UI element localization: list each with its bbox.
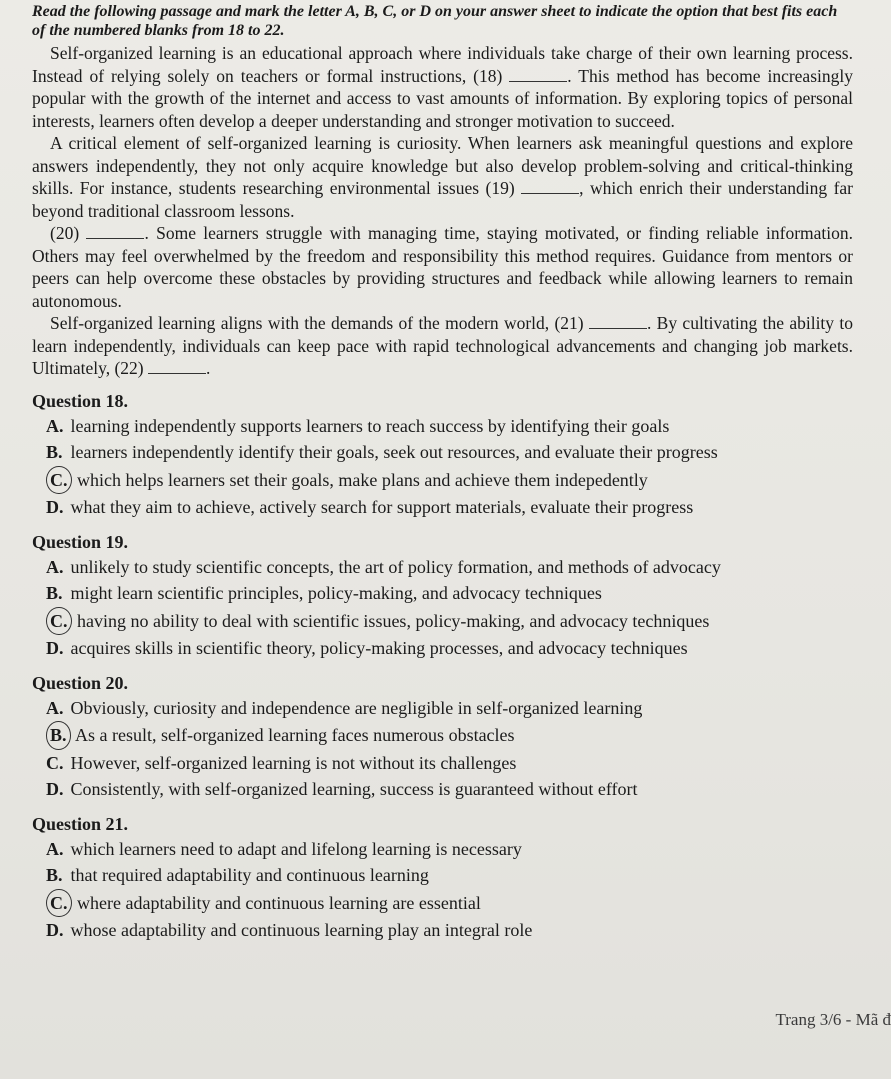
option-d[interactable] xyxy=(46,635,853,662)
option-text: learning independently supports learners to reach success by identifying their goals xyxy=(70,415,670,436)
question-20 xyxy=(32,672,853,803)
option-d[interactable] xyxy=(46,494,853,521)
option-c[interactable] xyxy=(46,889,853,918)
option-letter: A. xyxy=(46,415,64,436)
passage-paragraph-3 xyxy=(32,222,853,312)
option-text: As a result, self-organized learning faces numerous obstacles xyxy=(75,725,515,745)
question-18 xyxy=(32,390,853,521)
option-letter: B. xyxy=(46,865,63,885)
option-a[interactable] xyxy=(46,836,853,863)
passage-text: . Some learners struggle with managing time, staying motivated, or finding reliable information. Others may feel overwhelmed by the freedom and responsibility this method requires. Guidance from mentors or peers can help overcome these obstacles by providing structures and feedback while allowing learners to remain autonomous. xyxy=(32,223,853,311)
option-d[interactable] xyxy=(46,776,853,803)
passage-paragraph-2 xyxy=(32,132,853,222)
question-title: Question 18. xyxy=(32,390,129,411)
passage-paragraph-4 xyxy=(32,312,853,380)
passage-text: Self-organized learning is an educational approach where individuals take charge of their own learning process. Instead of relying solely on teachers or formal instructions, (18) xyxy=(32,43,853,86)
option-c[interactable] xyxy=(46,750,853,777)
question-21 xyxy=(32,813,853,944)
option-a[interactable] xyxy=(46,695,853,722)
option-letter: D. xyxy=(46,779,64,799)
question-title: Question 19. xyxy=(32,531,129,552)
option-letter: D. xyxy=(46,638,64,658)
option-letter-circled: C. xyxy=(46,889,72,918)
passage xyxy=(32,42,853,380)
option-a[interactable] xyxy=(46,554,853,581)
option-text: acquires skills in scientific theory, policy-making processes, and advocacy techniques xyxy=(70,638,688,658)
option-text: that required adaptability and continuous learning xyxy=(70,865,429,885)
instructions: Read the following passage and mark the letter A, B, C, or D on your answer sheet to indicate the option that best fits each of the numbered blanks from 18 to 22. xyxy=(32,3,838,39)
answer-blank-18 xyxy=(509,67,567,82)
option-letter: D. xyxy=(46,920,64,940)
option-d[interactable] xyxy=(46,917,853,944)
question-title: Question 20. xyxy=(32,672,129,693)
option-text: learners independently identify their goals, seek out resources, and evaluate their progress xyxy=(70,442,718,462)
option-letter: A. xyxy=(46,556,64,577)
passage-text: A critical element of self-organized learning is curiosity. When learners ask meaningful questions and explore answers independently, they not only acquire knowledge but also develop problem-solving and critical-thinking skills. For instance, students researching environmental issues (19) xyxy=(32,133,853,198)
option-text: which helps learners set their goals, make plans and achieve them indepedently xyxy=(77,469,648,490)
option-text: where adaptability and continuous learning are essential xyxy=(77,892,481,913)
option-text: Obviously, curiosity and independence are negligible in self-organized learning xyxy=(70,697,643,718)
option-c[interactable] xyxy=(46,466,853,495)
passage-text: Self-organized learning aligns with the demands of the modern world, (21) xyxy=(50,313,589,333)
option-b[interactable] xyxy=(46,439,853,466)
option-letter: A. xyxy=(46,838,64,859)
option-text: having no ability to deal with scientific issues, policy-making, and advocacy techniques xyxy=(77,610,710,631)
passage-text: . By cultivating the ability to learn independently, individuals can keep pace with rapid technological advancements and changing job markets. Ultimately, (22) xyxy=(32,313,853,378)
option-text: However, self-organized learning is not without its challenges xyxy=(70,752,517,773)
option-text: might learn scientific principles, policy-making, and advocacy techniques xyxy=(70,583,602,603)
passage-text: . This method has become increasingly popular with the growth of the internet and access to vast amounts of information. By exploring topics of personal interests, learners often develop a deeper understanding and stronger motivation to succeed. xyxy=(32,65,853,131)
option-letter: B. xyxy=(46,583,63,603)
passage-text: . xyxy=(206,358,211,378)
option-text: whose adaptability and continuous learning play an integral role xyxy=(70,920,533,940)
passage-text: , which enrich their understanding far beyond traditional classroom lessons. xyxy=(32,178,853,221)
option-letter: B. xyxy=(46,442,63,462)
question-title: Question 21. xyxy=(32,813,129,834)
passage-text: (20) xyxy=(50,223,87,243)
page-footer: Trang 3/6 - Mã đ xyxy=(775,1010,891,1029)
option-text: what they aim to achieve, actively search for support materials, evaluate their progress xyxy=(70,497,694,517)
option-text: unlikely to study scientific concepts, the art of policy formation, and methods of advocacy xyxy=(70,556,721,577)
option-letter: C. xyxy=(46,752,64,773)
answer-blank-21 xyxy=(589,314,647,329)
option-a[interactable] xyxy=(46,413,853,440)
answer-blank-19 xyxy=(521,179,579,194)
option-b[interactable] xyxy=(46,721,853,750)
answer-blank-20 xyxy=(86,224,144,239)
option-letter: D. xyxy=(46,497,64,517)
option-b[interactable] xyxy=(46,580,853,607)
answer-blank-22 xyxy=(148,359,206,374)
option-text: Consistently, with self-organized learning, success is guaranteed without effort xyxy=(70,779,638,799)
passage-paragraph-1 xyxy=(32,42,853,132)
option-b[interactable] xyxy=(46,862,853,889)
option-c[interactable] xyxy=(46,607,853,636)
question-19 xyxy=(32,531,853,662)
option-text: which learners need to adapt and lifelong learning is necessary xyxy=(70,838,522,859)
option-letter-circled: B. xyxy=(46,721,71,750)
option-letter-circled: C. xyxy=(46,607,72,636)
option-letter-circled: C. xyxy=(46,466,72,495)
option-letter: A. xyxy=(46,697,64,718)
